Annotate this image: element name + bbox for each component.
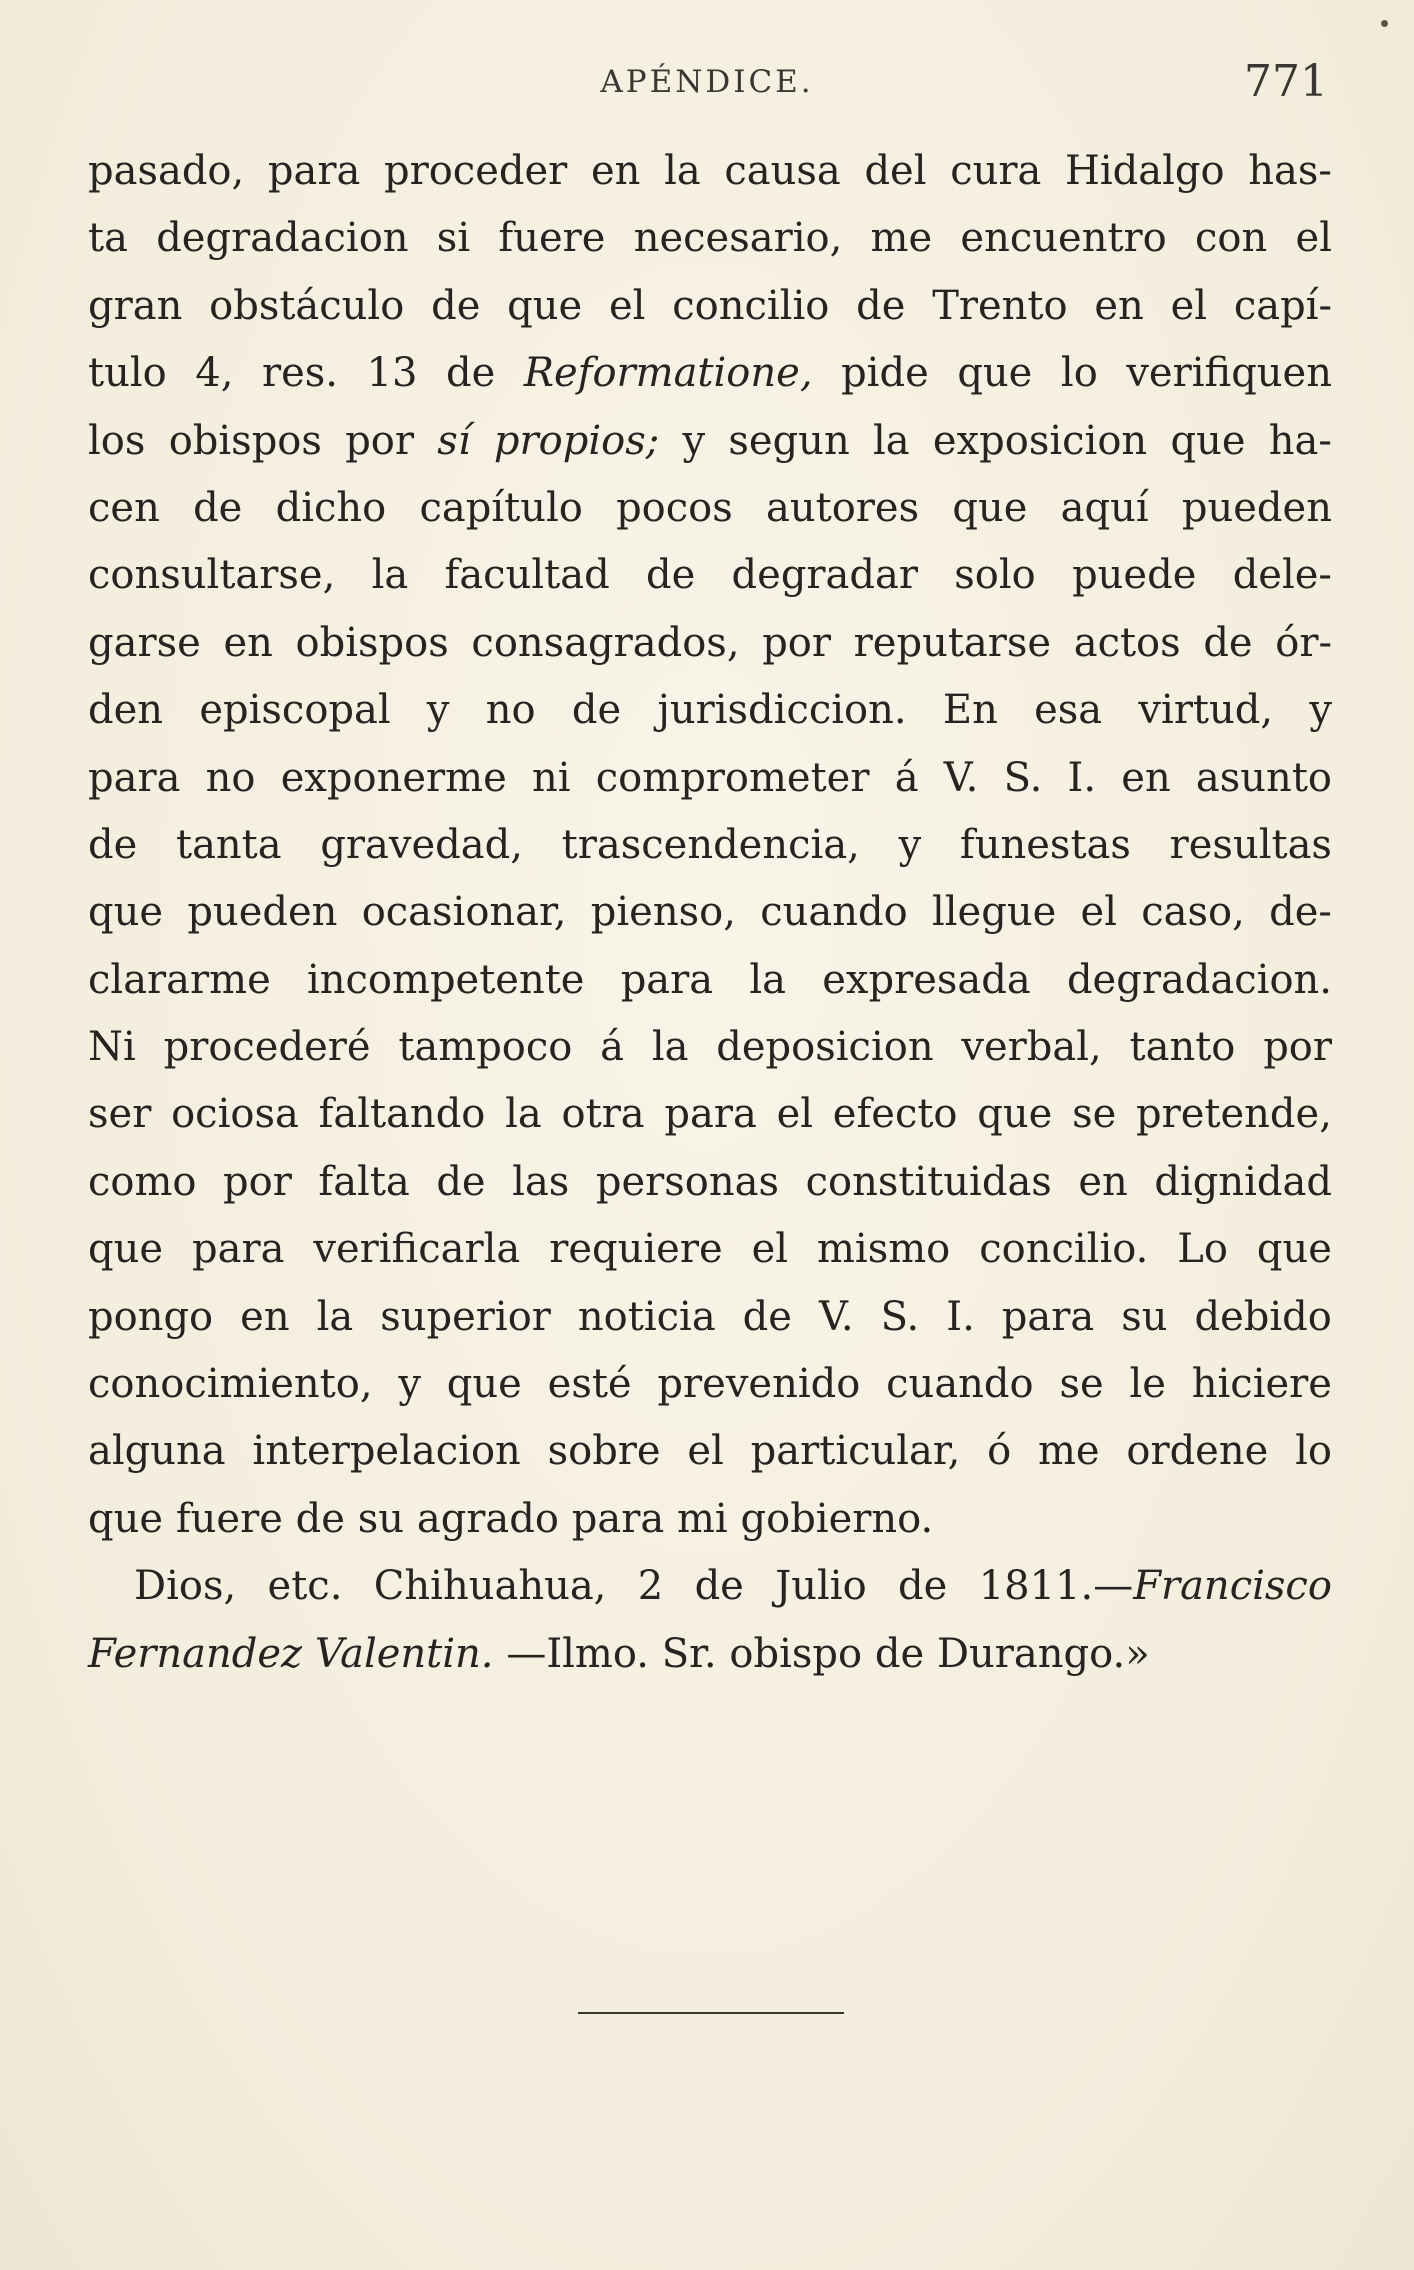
- word: cen: [88, 484, 160, 531]
- word: verifiquen: [1126, 350, 1332, 397]
- word: que: [88, 1226, 164, 1273]
- word: Reformatione,: [523, 350, 813, 397]
- word: episcopal: [199, 687, 391, 734]
- word: autores: [766, 484, 920, 531]
- word: superior: [380, 1293, 551, 1340]
- word: por: [762, 619, 832, 666]
- word: fuere: [498, 215, 606, 262]
- word: encuentro: [960, 215, 1167, 262]
- text-line: [88, 1418, 1332, 1485]
- word: se: [1059, 1361, 1104, 1408]
- word: ni: [532, 754, 571, 801]
- word: pasado,: [88, 148, 245, 194]
- word: para: [571, 1495, 665, 1542]
- word: de: [436, 1158, 486, 1205]
- text-line: [88, 1014, 1332, 1081]
- word: degradar: [731, 552, 918, 599]
- word: capí-: [1233, 282, 1332, 329]
- word: comprometer: [595, 754, 870, 801]
- word: pueden: [1181, 484, 1332, 531]
- word: requiere: [549, 1226, 723, 1273]
- word: Durango.»: [936, 1630, 1150, 1677]
- word: resultas: [1169, 821, 1332, 868]
- word: y: [426, 687, 450, 734]
- word: pienso,: [590, 889, 736, 936]
- word: consagrados,: [471, 619, 740, 666]
- word: Julio: [775, 1563, 867, 1610]
- word: de: [295, 1495, 345, 1542]
- word: aquí: [1060, 484, 1149, 531]
- word: necesario,: [633, 215, 843, 262]
- text-line: [88, 610, 1332, 677]
- word: las: [512, 1158, 570, 1205]
- word: ór-: [1275, 619, 1332, 666]
- word: de: [88, 821, 138, 868]
- word: su: [357, 1495, 405, 1542]
- word: el: [608, 282, 646, 329]
- word: puede: [1072, 552, 1197, 599]
- word: como: [88, 1158, 197, 1205]
- word: gravedad,: [320, 821, 523, 868]
- word: el: [687, 1428, 724, 1475]
- word: has-: [1248, 148, 1332, 194]
- word: el: [751, 1226, 789, 1273]
- word: ser: [88, 1091, 152, 1138]
- word: no: [485, 687, 536, 734]
- word: lo: [1295, 1428, 1332, 1475]
- word: pretende,: [1136, 1091, 1332, 1138]
- word: y: [1309, 687, 1332, 734]
- word: la: [664, 148, 701, 194]
- word: en: [240, 1293, 290, 1340]
- word: en: [1121, 754, 1171, 801]
- word: de: [856, 282, 906, 329]
- word: obispos: [168, 417, 322, 464]
- word: funestas: [959, 821, 1131, 868]
- word: á: [600, 1024, 625, 1071]
- word: ocasionar,: [361, 889, 567, 936]
- text-line: [88, 1081, 1332, 1148]
- word: obispos: [295, 619, 449, 666]
- word: tulo: [88, 350, 167, 397]
- text-line: [88, 677, 1332, 744]
- word: V.: [818, 1293, 854, 1340]
- word: á: [894, 754, 919, 801]
- word: por: [223, 1158, 292, 1205]
- text-line: [88, 1351, 1332, 1418]
- word: garse: [88, 619, 201, 666]
- word: llegue: [931, 889, 1057, 936]
- word: obstáculo: [209, 282, 405, 329]
- word: los: [88, 417, 146, 464]
- word: no: [205, 754, 256, 801]
- body-text: [88, 138, 1332, 1688]
- word: I.: [946, 1293, 975, 1340]
- word: el: [1295, 215, 1332, 262]
- word: la: [505, 1091, 542, 1138]
- word: con: [1195, 215, 1268, 262]
- word: tanta: [176, 821, 282, 868]
- word: dignidad: [1154, 1158, 1332, 1205]
- word: cura: [950, 148, 1042, 194]
- word: en: [223, 619, 273, 666]
- word: debido: [1194, 1293, 1332, 1340]
- word: conocimiento,: [88, 1361, 373, 1408]
- word: la: [749, 956, 786, 1003]
- word: el: [1170, 282, 1208, 329]
- word: res.: [261, 350, 339, 397]
- word: esa: [1034, 687, 1103, 734]
- word: del: [864, 148, 927, 194]
- word: exponerme: [280, 754, 507, 801]
- word: me: [870, 215, 933, 262]
- word: y: [898, 821, 922, 868]
- word: noticia: [577, 1293, 716, 1340]
- word: de: [898, 1563, 948, 1610]
- word: causa: [724, 148, 841, 194]
- word: deposicion: [716, 1024, 934, 1071]
- word: que: [1256, 1226, 1332, 1273]
- word: el: [776, 1091, 814, 1138]
- word: de: [1203, 619, 1253, 666]
- word: pongo: [88, 1293, 214, 1340]
- word: virtud,: [1138, 687, 1274, 734]
- word: concilio.: [979, 1226, 1149, 1273]
- word: propios;: [493, 417, 660, 464]
- word: dicho: [275, 484, 387, 531]
- word: prevenido: [657, 1361, 861, 1408]
- word: S.: [880, 1293, 920, 1340]
- word: Ni: [88, 1024, 136, 1071]
- word: para: [192, 1226, 285, 1273]
- word: procederé: [163, 1024, 371, 1071]
- word: —Ilmo.: [506, 1630, 649, 1677]
- text-line: [88, 812, 1332, 879]
- text-line: [88, 879, 1332, 946]
- word-part-italic: Francisco: [1133, 1563, 1332, 1610]
- word: para: [1001, 1293, 1095, 1340]
- word: interpelacion: [252, 1428, 521, 1475]
- text-line: [88, 1284, 1332, 1351]
- word: gran: [88, 282, 183, 329]
- word: que: [1170, 417, 1246, 464]
- word: ha-: [1268, 417, 1332, 464]
- word: el: [1080, 889, 1117, 936]
- word: otra: [561, 1091, 645, 1138]
- text-line: [88, 1486, 1332, 1553]
- text-line: [88, 1553, 1332, 1620]
- text-line: [88, 1621, 1332, 1688]
- word: tampoco: [398, 1024, 573, 1071]
- word: sobre: [547, 1428, 661, 1475]
- word: Fernandez: [88, 1630, 303, 1677]
- word: sí: [437, 417, 471, 464]
- word: de: [645, 552, 696, 599]
- word: consultarse,: [88, 552, 336, 599]
- word: asunto: [1195, 754, 1332, 801]
- word: Sr.: [661, 1630, 717, 1677]
- word: reputarse: [853, 619, 1052, 666]
- word: pocos: [616, 484, 733, 531]
- word: para: [664, 1091, 757, 1138]
- word: de: [446, 350, 496, 397]
- word: mismo: [817, 1226, 951, 1273]
- word: dele-: [1232, 552, 1332, 599]
- word: lo: [1060, 350, 1098, 397]
- word: 2: [637, 1563, 664, 1610]
- text-line: [88, 340, 1332, 407]
- word: en: [590, 148, 641, 194]
- word: incompetente: [306, 956, 585, 1003]
- word: capítulo: [419, 484, 583, 531]
- word: la: [651, 1024, 689, 1071]
- word: trascendencia,: [561, 821, 860, 868]
- word: verificarla: [313, 1226, 521, 1273]
- word: ordene: [1126, 1428, 1269, 1475]
- word: y: [398, 1361, 421, 1408]
- word: Chihuahua,: [373, 1563, 607, 1610]
- word: Valentin.: [314, 1630, 494, 1677]
- word: que: [446, 1361, 522, 1408]
- word: que: [88, 889, 164, 936]
- word: expresada: [822, 956, 1031, 1003]
- text-line: [88, 408, 1332, 475]
- word: jurisdiccion.: [657, 687, 907, 734]
- page-number: 771: [1244, 56, 1328, 107]
- closing-rule: [578, 2012, 844, 2014]
- text-line: [88, 1149, 1332, 1216]
- word: degradacion: [156, 215, 409, 262]
- word: le: [1129, 1361, 1166, 1408]
- word: cuando: [760, 889, 908, 936]
- word: por: [345, 417, 415, 464]
- word: agrado: [416, 1495, 559, 1542]
- word: de-: [1269, 889, 1332, 936]
- word: ó: [987, 1428, 1012, 1475]
- word: en: [1094, 282, 1144, 329]
- word: etc.: [267, 1563, 343, 1610]
- word: en: [1078, 1158, 1128, 1205]
- word: para: [88, 754, 181, 801]
- running-title: APÉNDICE.: [600, 64, 814, 100]
- word: 4,: [195, 350, 234, 397]
- word: caso,: [1141, 889, 1245, 936]
- word: faltando: [318, 1091, 486, 1138]
- word: que: [507, 282, 583, 329]
- word: que: [977, 1091, 1053, 1138]
- word: su: [1121, 1293, 1168, 1340]
- word: de: [874, 1630, 925, 1677]
- word: Hidalgo: [1065, 148, 1225, 194]
- word: se: [1072, 1091, 1117, 1138]
- word: la: [371, 552, 409, 599]
- word: me: [1037, 1428, 1100, 1475]
- word: exposicion: [932, 417, 1148, 464]
- word: tanto: [1129, 1024, 1236, 1071]
- word: verbal,: [961, 1024, 1102, 1071]
- word: falta: [318, 1158, 410, 1205]
- word: segun: [728, 417, 850, 464]
- text-line: [88, 475, 1332, 542]
- word: esté: [547, 1361, 632, 1408]
- word: facultad: [444, 552, 610, 599]
- word: V.: [943, 754, 979, 801]
- ink-speck: [1381, 20, 1388, 27]
- text-line: [88, 138, 1332, 205]
- word: la: [316, 1293, 354, 1340]
- word: ociosa: [171, 1091, 299, 1138]
- word: de: [571, 687, 622, 734]
- word: [979, 1553, 1332, 1620]
- word: para: [267, 148, 361, 194]
- word: I.: [1067, 754, 1097, 801]
- word: ta: [88, 215, 128, 262]
- text-line: [88, 745, 1332, 812]
- word: de: [694, 1563, 744, 1610]
- word: para: [620, 956, 714, 1003]
- word: Trento: [932, 282, 1068, 329]
- text-line: [88, 273, 1332, 340]
- word: Lo: [1177, 1226, 1228, 1273]
- word: la: [872, 417, 910, 464]
- word: 13: [366, 350, 418, 397]
- word: y: [682, 417, 706, 464]
- word: hiciere: [1191, 1361, 1332, 1408]
- word: S.: [1003, 754, 1043, 801]
- text-line: [88, 1216, 1332, 1283]
- word: por: [1263, 1024, 1332, 1071]
- word: constituidas: [805, 1158, 1052, 1205]
- word: particular,: [750, 1428, 961, 1475]
- word: que: [88, 1495, 164, 1542]
- word: que: [957, 350, 1033, 397]
- word-part: 1811.—: [978, 1563, 1134, 1610]
- word: En: [942, 687, 998, 734]
- word: obispo: [729, 1630, 863, 1677]
- word: efecto: [832, 1091, 958, 1138]
- text-line: [88, 205, 1332, 272]
- word: si: [436, 215, 471, 262]
- text-line: [88, 542, 1332, 609]
- word: que: [952, 484, 1028, 531]
- word: de: [193, 484, 243, 531]
- word: actos: [1073, 619, 1181, 666]
- word: proceder: [384, 148, 568, 194]
- word: gobierno.: [740, 1495, 934, 1542]
- word: cuando: [886, 1361, 1034, 1408]
- word: de: [742, 1293, 792, 1340]
- word: de: [431, 282, 481, 329]
- word: alguna: [88, 1428, 226, 1475]
- word: fuere: [175, 1495, 283, 1542]
- word: pueden: [187, 889, 338, 936]
- word: Dios,: [134, 1563, 237, 1610]
- word: den: [88, 687, 164, 734]
- word: personas: [595, 1158, 780, 1205]
- word: degradacion.: [1066, 956, 1332, 1003]
- word: solo: [954, 552, 1036, 599]
- word: clararme: [88, 956, 271, 1003]
- word: mi: [676, 1495, 728, 1542]
- word: concilio: [672, 282, 830, 329]
- word: pide: [841, 350, 929, 397]
- text-line: [88, 947, 1332, 1014]
